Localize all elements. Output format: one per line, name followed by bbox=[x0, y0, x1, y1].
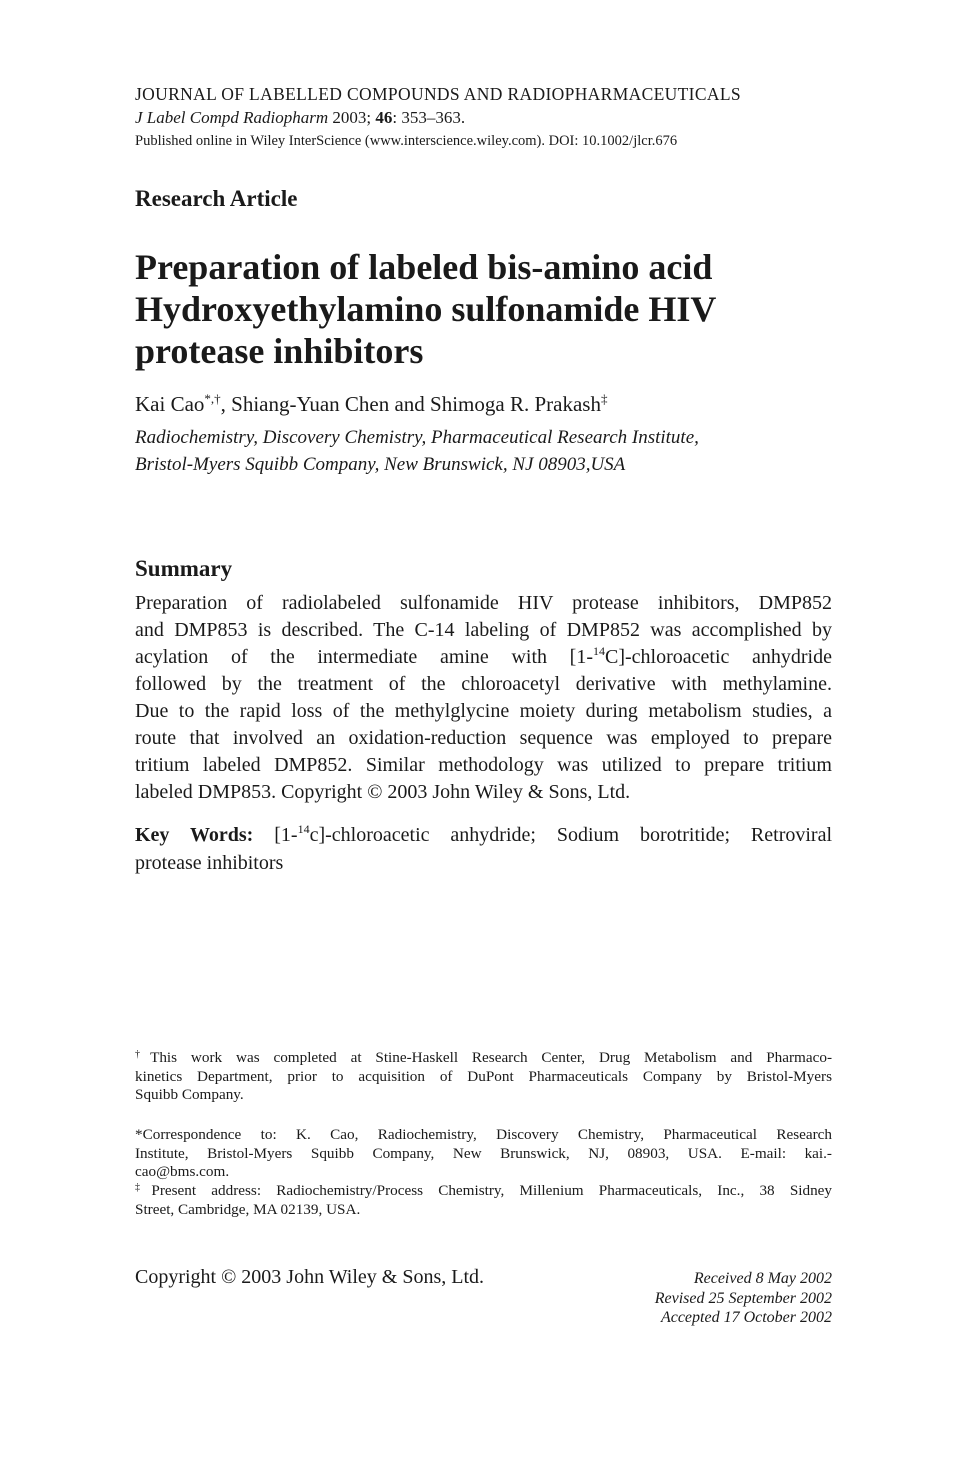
footnote-line bbox=[135, 1049, 832, 1068]
keywords-fragment: c]-chloroacetic anhydride; Sodium borotritide; Retroviral bbox=[309, 824, 833, 846]
citation-year: 2003; bbox=[328, 108, 376, 127]
footnote-mark: ‡ bbox=[135, 1182, 152, 1193]
revised-date: Revised 25 September 2002 bbox=[654, 1289, 832, 1307]
keywords-label: Key Words: bbox=[135, 824, 254, 846]
affiliation-line: Radiochemistry, Discovery Chemistry, Pharmaceutical Research Institute, bbox=[135, 427, 699, 448]
isotope-superscript: 14 bbox=[297, 822, 310, 836]
author-names: , Shiang-Yuan Chen and Shimoga R. Prakash bbox=[220, 392, 601, 416]
footnote-line: Squibb Company. bbox=[135, 1086, 244, 1104]
article-dates bbox=[655, 1269, 832, 1328]
summary-line: Preparation of radiolabeled sulfonamide HIV protease inhibitors, DMP852 bbox=[135, 592, 832, 614]
summary-line: labeled DMP853. Copyright © 2003 John Wiley & Sons, Ltd. bbox=[135, 781, 631, 803]
key-words bbox=[135, 821, 832, 877]
footnote-text: This work was completed at Stine-Haskell Research Center, Drug Metabolism and Pharmaco- bbox=[150, 1049, 833, 1066]
summary-line: route that involved an oxidation-reduction sequence was employed to prepare bbox=[135, 727, 832, 749]
affiliation-line: Bristol-Myers Squibb Company, New Brunswick, NJ 08903,USA bbox=[135, 454, 626, 475]
summary-line bbox=[135, 644, 832, 671]
keywords-line: protease inhibitors bbox=[135, 852, 284, 874]
citation-journal: J Label Compd Radiopharm bbox=[135, 108, 329, 127]
author-footnote-mark: *,† bbox=[204, 391, 221, 406]
published-online-line: Published online in Wiley InterScience (www.interscience.wiley.com). DOI: 10.1002/jlcr.676 bbox=[135, 133, 678, 149]
summary-line: Due to the rapid loss of the methylglycine moiety during metabolism studies, a bbox=[135, 700, 832, 722]
footnote-line: Institute, Bristol-Myers Squibb Company, New Brunswick, NJ, 08903, USA. E-mail: kai.- bbox=[135, 1144, 832, 1162]
author-footnote-mark: ‡ bbox=[600, 391, 608, 406]
keywords-fragment: [1- bbox=[253, 824, 298, 846]
journal-name: JOURNAL OF LABELLED COMPOUNDS AND RADIOPHARMACEUTICALS bbox=[135, 84, 741, 104]
article-type: Research Article bbox=[135, 186, 298, 211]
summary-line: and DMP853 is described. The C-14 labeling of DMP852 was accomplished by bbox=[135, 619, 832, 641]
summary-line: followed by the treatment of the chloroacetyl derivative with methylamine. bbox=[135, 673, 832, 695]
footer-copyright: Copyright © 2003 John Wiley & Sons, Ltd. bbox=[135, 1266, 485, 1288]
footnote-mark: † bbox=[135, 1049, 151, 1060]
title-line: Preparation of labeled bis-amino acid bbox=[135, 247, 713, 287]
summary-text-fragment: acylation of the intermediate amine with [1- bbox=[135, 646, 593, 668]
footnote-double-dagger bbox=[135, 1182, 832, 1219]
citation-pages: : 353–363. bbox=[392, 108, 466, 127]
article-title bbox=[135, 246, 832, 372]
footnote-line: cao@bms.com. bbox=[135, 1163, 230, 1181]
footnote-line: kinetics Department, prior to acquisition of DuPont Pharmaceuticals Company by Bristol-Myers bbox=[135, 1067, 832, 1085]
footnote-line: Street, Cambridge, MA 02139, USA. bbox=[135, 1200, 361, 1218]
summary-text bbox=[135, 590, 832, 806]
footnote-dagger bbox=[135, 1049, 832, 1105]
summary-line: tritium labeled DMP852. Similar methodology was utilized to prepare tritium bbox=[135, 754, 832, 776]
isotope-superscript: 14 bbox=[593, 644, 605, 658]
title-line: protease inhibitors bbox=[135, 331, 424, 371]
summary-heading: Summary bbox=[135, 556, 233, 581]
author-name: Kai Cao bbox=[135, 392, 205, 416]
footnote-correspondence bbox=[135, 1126, 832, 1182]
summary-text-fragment: C]-chloroacetic anhydride bbox=[605, 646, 832, 668]
footnote-line: *Correspondence to: K. Cao, Radiochemistry, Discovery Chemistry, Pharmaceutical Research bbox=[135, 1126, 832, 1143]
accepted-date: Accepted 17 October 2002 bbox=[660, 1309, 832, 1326]
citation-line bbox=[135, 108, 465, 128]
footnote-line bbox=[135, 1182, 832, 1201]
citation-volume: 46 bbox=[375, 108, 393, 127]
keywords-line bbox=[135, 821, 832, 849]
title-line: Hydroxyethylamino sulfonamide HIV bbox=[135, 289, 717, 329]
footnote-text: Present address: Radiochemistry/Process Chemistry, Millenium Pharmaceuticals, Inc., 38 Sidney bbox=[151, 1182, 833, 1199]
author-list bbox=[135, 392, 607, 417]
received-date: Received 8 May 2002 bbox=[693, 1270, 832, 1287]
affiliation bbox=[135, 424, 699, 478]
